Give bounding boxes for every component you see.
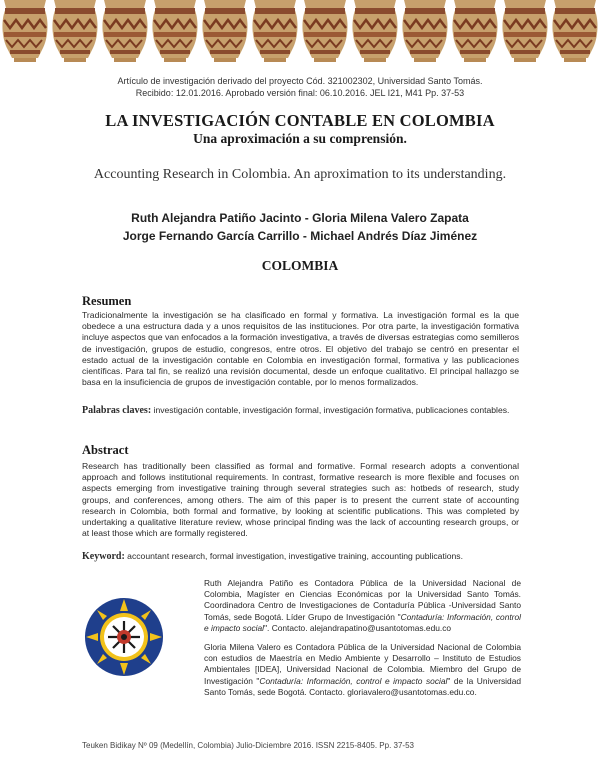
- article-info-line-2: Recibido: 12.01.2016. Aprobado versión final: 06.10.2016. JEL I21, M41 Pp. 37-53: [135, 88, 465, 98]
- journal-footer: Teuken Bidikay Nº 09 (Medellín, Colombia) Julio-Diciembre 2016. ISSN 2215-8405. Pp. 37-53: [82, 741, 414, 750]
- resumen-heading: Resumen: [82, 294, 132, 308]
- authors-line-1: Ruth Alejandra Patiño Jacinto - Gloria Milena Valero Zapata: [131, 211, 469, 225]
- decorative-banner: [0, 0, 600, 64]
- keyword-label: Keyword:: [82, 551, 125, 562]
- resumen-text: Tradicionalmente la investigación se ha clasificado en formal y formativa. La investigación formal es la que obedece a una estructura dada y a unos requisitos de las instituciones. Por otra parte, la investigación formativa incluye aspectos que van enfocados a la formación investigativa, a través de diversas estrategias como semilleros de investigación, grupos de estudio, congresos, entre otros. El objetivo del trabajo se centró en presentar el estado actual de la investigación contable en Colombia en investigación formal, formativa y las publicaciones científicas. Para tal fin, se realizó una revisión documental, desde un enfoque cualitativo. El principal hallazgo se basa en la insuficiencia de grupos de investigación contable, por lo menos formalizados.: [82, 310, 519, 388]
- authors-line-2: Jorge Fernando García Carrillo - Michael Andrés Díaz Jiménez: [122, 229, 478, 243]
- author-bio-patino: Ruth Alejandra Patiño es Contadora Pública de la Universidad Nacional de Colombia, Magíster en Ciencias Económicas por la Universidad Santo Tomás. Coordinadora Centro de Investigaciones de Contaduría Pública -Universidad Santo Tomás, sede Bogotá. Líder Grupo de Investigación "Contaduría: Información, control e impacto social". Contacto. alejandrapatino@usantotomas.edu.co: [204, 578, 521, 633]
- keywords-label: Palabras claves:: [82, 405, 152, 416]
- paper-subtitle: Una aproximación a su comprensión.: [193, 131, 407, 146]
- resumen-keywords: [82, 405, 519, 416]
- author-bio-valero: Gloria Milena Valero es Contadora Pública de la Universidad Nacional de Colombia con estudios de Maestría en Medio Ambiente y Desarrollo – Instituto de Estudios Ambientales [IDEA], Universidad Nacional de Colombia. Miembro del Grupo de Investigación "Contaduría: Información, control e impacto social" de la Universidad Santo Tomás, sede Bogotá. Contacto. gloriavalero@usantotomas.edu.co.: [204, 642, 522, 697]
- abstract-keywords: [82, 551, 519, 562]
- english-title: Accounting Research in Colombia. An aproximation to its understanding.: [93, 167, 507, 182]
- article-info-line-1: Artículo de investigación derivado del proyecto Cód. 321002302, Universidad Santo Tomás.: [117, 76, 483, 86]
- abstract-heading: Abstract: [82, 443, 129, 457]
- paper-title: LA INVESTIGACIÓN CONTABLE EN COLOMBIA: [105, 111, 495, 130]
- abstract-text: Research has traditionally been classified as formal and formative. Formal research adopts a conventional approach and follows institutional requirements. In contrast, formative research is more flexible and focuses on aspects emerging from investigative training through several strategies such as: hotbeds of research, study groups, and conferences, among others. The aim of this paper is to present the current state of accounting research in Colombia, both formal and formative, by looking at scientific publications. This was completed by undertaking a qualitative literature review, whose principal finding was the lack of accounting research groups, or at least those which are formally registered.: [82, 461, 519, 539]
- university-seal-icon: [84, 597, 164, 677]
- country-label: COLOMBIA: [261, 258, 339, 273]
- keyword-value: accountant research, formal investigation, investigative training, accounting publications.: [127, 551, 463, 561]
- keywords-value: investigación contable, investigación formal, investigación formativa, publicaciones contables.: [153, 405, 510, 415]
